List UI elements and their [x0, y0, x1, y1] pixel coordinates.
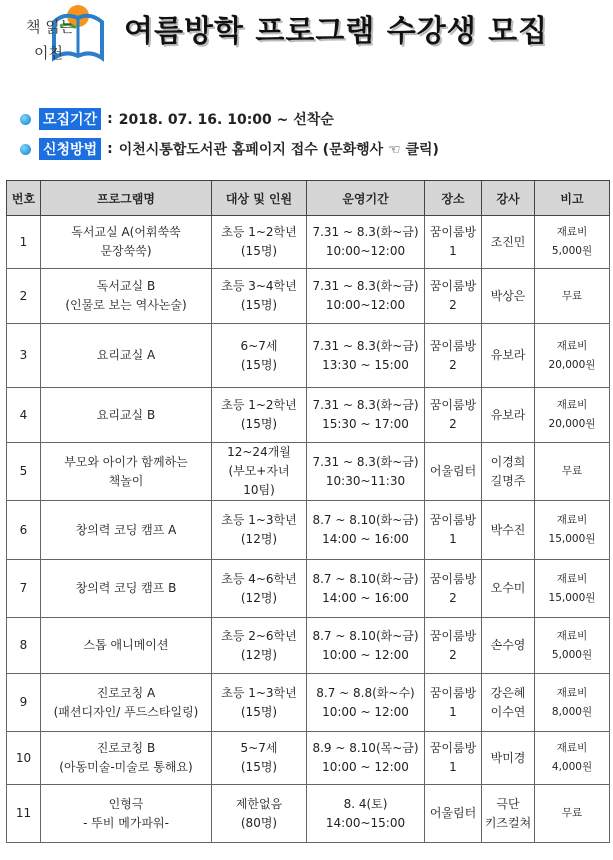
cell-target-line: 제한없음	[235, 796, 283, 811]
library-logo	[20, 2, 112, 68]
cell-period-line: 10:00 ~ 12:00	[322, 760, 409, 774]
cell-place-line: 1	[449, 704, 457, 719]
cell-place-line: 2	[449, 417, 457, 431]
cell-period	[307, 560, 425, 618]
cell-target	[212, 216, 307, 269]
cell-teacher-line: 오수미	[490, 581, 526, 595]
cell-target	[212, 324, 307, 388]
cell-program-name-line: - 뚜비 메가파워-	[83, 815, 169, 830]
column-header-teacher: 강사	[482, 181, 535, 216]
cell-program-name	[41, 732, 212, 785]
cell-period-line: 14:00 ~ 16:00	[322, 590, 409, 605]
cell-period-line: 8.7 ~ 8.10(화~금)	[312, 571, 419, 586]
cell-program-name	[41, 560, 212, 618]
cell-target	[212, 443, 307, 501]
cell-teacher-line: 이경희	[490, 454, 526, 469]
page-title: 여름방학 프로그램 수강생 모집	[124, 14, 549, 49]
cell-period-line: 10:00 ~ 12:00	[322, 704, 409, 719]
cell-period-line: 8.7 ~ 8.10(화~금)	[312, 513, 419, 527]
column-header-note: 비고	[535, 181, 610, 216]
book-logo-icon	[20, 2, 112, 68]
table-row	[7, 618, 610, 674]
cell-place	[425, 732, 482, 785]
cell-target	[212, 388, 307, 443]
cell-target-line: (12명)	[240, 647, 278, 662]
cell-place-line: 1	[449, 244, 457, 258]
cell-no-line: 10	[15, 750, 32, 765]
cell-program-name	[41, 443, 212, 501]
column-header-target: 대상 및 인원	[212, 181, 307, 216]
cell-program-name-line: (인물로 보는 역사논술)	[65, 298, 187, 312]
cell-note	[535, 560, 610, 618]
cell-place-line: 꿈이룸방	[429, 513, 477, 527]
cell-teacher-line: 손수영	[490, 638, 526, 652]
cell-note-line: 재료비	[556, 572, 588, 585]
cell-note-line: 재료비	[556, 686, 588, 699]
cell-no	[7, 560, 41, 618]
cell-teacher	[482, 560, 535, 618]
table-row	[7, 216, 610, 269]
cell-note-line: 재료비	[556, 514, 588, 526]
cell-program-name-line: 요리교실 A	[96, 348, 156, 362]
cell-period	[307, 443, 425, 501]
cell-target-line: 12~24개월	[227, 445, 291, 459]
cell-target-line: (15명)	[240, 704, 278, 719]
cell-program-name-line: 요리교실 B	[96, 407, 156, 422]
cell-period-line: 8.9 ~ 8.10(목~금)	[312, 741, 419, 755]
cell-no	[7, 785, 41, 843]
cell-target	[212, 732, 307, 785]
cell-place-line: 1	[449, 760, 457, 774]
cell-no-line: 2	[19, 288, 28, 303]
cell-teacher-line: 조진민	[490, 234, 526, 249]
cell-teacher-line: 극단	[496, 796, 520, 811]
cell-no	[7, 443, 41, 501]
cell-program-name-line: 문장쑥쑥)	[100, 244, 152, 258]
cell-target	[212, 501, 307, 560]
cell-target-line: 초등 1~3학년	[221, 685, 297, 700]
cell-program-name	[41, 269, 212, 324]
cell-period-line: 8.7 ~ 8.10(화~금)	[312, 628, 419, 643]
cell-note-line: 재료비	[556, 742, 588, 754]
cell-program-name-line: 독서교실 B	[96, 279, 156, 293]
cell-target	[212, 674, 307, 732]
cell-place-line: 꿈이룸방	[429, 225, 477, 239]
colon-separator: :	[107, 141, 113, 157]
cell-teacher	[482, 785, 535, 843]
cell-note	[535, 618, 610, 674]
cell-period	[307, 216, 425, 269]
cell-program-name-line: 창의력 코딩 캠프 B	[75, 581, 177, 595]
cell-no-line: 11	[15, 806, 32, 820]
cell-target	[212, 618, 307, 674]
cell-teacher	[482, 501, 535, 560]
cell-note-line: 재료비	[556, 339, 588, 352]
cell-target	[212, 560, 307, 618]
cell-period	[307, 269, 425, 324]
cell-place	[425, 674, 482, 732]
cell-target-line: (부모+자녀	[228, 464, 290, 478]
cell-target-line: (15명)	[240, 760, 278, 774]
cell-place-line: 2	[449, 590, 457, 605]
program-table	[6, 180, 610, 843]
cell-teacher	[482, 269, 535, 324]
cell-teacher-line: 강은혜	[490, 685, 526, 700]
cell-period	[307, 785, 425, 843]
cell-period	[307, 388, 425, 443]
cell-target-line: 5~7세	[240, 741, 278, 755]
cell-teacher	[482, 324, 535, 388]
column-header-place: 장소	[425, 181, 482, 216]
cell-period-line: 14:00~15:00	[325, 815, 406, 830]
cell-teacher-line: 이수연	[490, 704, 526, 719]
cell-note-line: 재료비	[556, 226, 588, 238]
cell-teacher-line: 길명주	[490, 473, 526, 488]
cell-period-line: 10:00~12:00	[325, 244, 406, 258]
cell-program-name	[41, 216, 212, 269]
cell-program-name	[41, 785, 212, 843]
table-header-row	[7, 181, 610, 216]
cell-teacher-line: 유보라	[490, 407, 526, 422]
table-row	[7, 269, 610, 324]
cell-place	[425, 618, 482, 674]
cell-period	[307, 732, 425, 785]
cell-no-line: 8	[19, 638, 28, 652]
cell-teacher	[482, 388, 535, 443]
cell-program-name-line: (패션디자인/ 푸드스타일링)	[53, 704, 199, 719]
cell-program-name	[41, 324, 212, 388]
table-row	[7, 785, 610, 843]
cell-program-name-line: 책놀이	[108, 473, 144, 488]
cell-note-line: 4,000원	[551, 761, 593, 773]
apply-method-row	[20, 138, 439, 160]
cell-period	[307, 618, 425, 674]
cell-place-line: 2	[449, 647, 457, 662]
cell-teacher-line: 박상은	[490, 288, 526, 303]
cell-period-line: 7.31 ~ 8.3(화~금)	[312, 454, 419, 469]
cell-no	[7, 501, 41, 560]
cell-target-line: 10팀)	[243, 483, 275, 497]
cell-period	[307, 501, 425, 560]
cell-no-line: 6	[19, 522, 28, 537]
cell-teacher	[482, 618, 535, 674]
cell-place-line: 1	[449, 532, 457, 546]
table-row	[7, 674, 610, 732]
svg-text:책 읽는: 책 읽는	[26, 18, 75, 36]
cell-program-name	[41, 618, 212, 674]
cell-target-line: (80명)	[240, 815, 278, 830]
cell-period	[307, 674, 425, 732]
cell-note	[535, 324, 610, 388]
cell-program-name	[41, 501, 212, 560]
cell-target-line: (12명)	[240, 590, 278, 605]
cell-place	[425, 269, 482, 324]
cell-no	[7, 216, 41, 269]
bullet-icon	[20, 114, 31, 125]
colon-separator: :	[107, 111, 113, 127]
cell-note	[535, 501, 610, 560]
cell-target	[212, 785, 307, 843]
table-body	[7, 216, 610, 843]
cell-target-line: (15명)	[240, 298, 278, 312]
cell-target-line: 초등 1~2학년	[221, 398, 297, 412]
cell-no	[7, 732, 41, 785]
cell-place-line: 2	[449, 357, 457, 372]
cell-place-line: 2	[449, 298, 457, 312]
cell-place	[425, 324, 482, 388]
cell-note	[535, 216, 610, 269]
cell-note-line: 15,000원	[548, 533, 596, 545]
cell-target-line: 6~7세	[240, 338, 278, 353]
cell-teacher	[482, 674, 535, 732]
cell-period-line: 8.7 ~ 8.8(화~수)	[316, 685, 415, 700]
recruit-period-value: 2018. 07. 16. 10:00 ~ 선착순	[118, 112, 334, 128]
apply-method-label: 신청방법	[39, 138, 101, 160]
cell-teacher-line: 키즈컬쳐	[484, 815, 532, 830]
column-header-period: 운영기간	[307, 181, 425, 216]
cell-place-line: 꿈이룸방	[429, 741, 477, 755]
recruit-period-label: 모집기간	[39, 108, 101, 130]
cell-place	[425, 560, 482, 618]
cell-period-line: 15:30 ~ 17:00	[322, 417, 409, 431]
cell-no-line: 4	[19, 407, 28, 422]
cell-target-line: 초등 2~6학년	[221, 628, 297, 643]
cell-program-name-line: 스톱 애니메이션	[83, 638, 169, 652]
cell-program-name	[41, 674, 212, 732]
cell-program-name-line: 진로코칭 B	[96, 741, 156, 755]
cell-no	[7, 324, 41, 388]
table-row	[7, 560, 610, 618]
cell-note-line: 무료	[561, 807, 583, 819]
cell-no-line: 3	[19, 348, 28, 362]
cell-note-line: 15,000원	[548, 591, 596, 604]
cell-period	[307, 324, 425, 388]
cell-no	[7, 388, 41, 443]
cell-place	[425, 443, 482, 501]
cell-period-line: 13:30 ~ 15:00	[322, 357, 409, 372]
cell-program-name-line: (아동미술-미술로 통해요)	[59, 760, 193, 774]
cell-target	[212, 269, 307, 324]
cell-period-line: 7.31 ~ 8.3(화~금)	[312, 279, 419, 293]
cell-place-line: 어울림터	[429, 464, 477, 478]
cell-teacher-line: 박수진	[490, 522, 526, 537]
table-row	[7, 324, 610, 388]
cell-program-name-line: 인형극	[108, 796, 144, 811]
cell-place	[425, 785, 482, 843]
cell-no	[7, 618, 41, 674]
cell-teacher-line: 박미경	[490, 750, 526, 765]
cell-no	[7, 269, 41, 324]
cell-program-name-line: 독서교실 A(어휘쑥쑥	[71, 225, 181, 239]
cell-period-line: 7.31 ~ 8.3(화~금)	[312, 225, 419, 239]
cell-program-name	[41, 388, 212, 443]
cell-note-line: 20,000원	[548, 418, 596, 430]
cell-program-name-line: 진로코칭 A	[96, 685, 156, 700]
cell-note	[535, 269, 610, 324]
cell-note-line: 재료비	[556, 399, 588, 411]
cell-place-line: 꿈이룸방	[429, 571, 477, 586]
cell-no-line: 5	[19, 464, 28, 478]
cell-place	[425, 501, 482, 560]
cell-program-name-line: 창의력 코딩 캠프 A	[75, 522, 177, 537]
cell-place-line: 꿈이룸방	[429, 279, 477, 293]
cell-note-line: 5,000원	[551, 648, 593, 661]
cell-target-line: (15명)	[240, 357, 278, 372]
cell-note-line: 무료	[561, 289, 583, 302]
cell-note	[535, 674, 610, 732]
cell-no-line: 9	[19, 695, 28, 709]
table-row	[7, 732, 610, 785]
cell-note	[535, 785, 610, 843]
cell-note-line: 20,000원	[548, 358, 596, 371]
cell-program-name-line: 부모와 아이가 함께하는	[64, 454, 188, 469]
cell-target-line: 초등 4~6학년	[221, 571, 297, 586]
cell-target-line: 초등 1~3학년	[221, 513, 297, 527]
cell-note	[535, 443, 610, 501]
cell-period-line: 7.31 ~ 8.3(화~금)	[312, 338, 419, 353]
cell-place-line: 꿈이룸방	[429, 338, 477, 353]
cell-note-line: 5,000원	[551, 245, 593, 257]
cell-period-line: 10:00 ~ 12:00	[322, 647, 409, 662]
bullet-icon	[20, 144, 31, 155]
cell-place	[425, 216, 482, 269]
cell-note-line: 무료	[561, 465, 583, 477]
table-row	[7, 388, 610, 443]
table-row	[7, 501, 610, 560]
cell-period-line: 10:30~11:30	[325, 473, 406, 488]
column-header-program: 프로그램명	[41, 181, 212, 216]
cell-teacher	[482, 443, 535, 501]
cell-target-line: (15명)	[240, 417, 278, 431]
cell-period-line: 14:00 ~ 16:00	[322, 532, 409, 546]
column-header-no: 번호	[7, 181, 41, 216]
cell-place-line: 꿈이룸방	[429, 685, 477, 700]
cell-note	[535, 732, 610, 785]
page-header	[0, 0, 613, 158]
cell-teacher	[482, 732, 535, 785]
cell-no-line: 1	[19, 234, 28, 249]
cell-target-line: 초등 1~2학년	[221, 225, 297, 239]
cell-target-line: (12명)	[240, 532, 278, 546]
table-row	[7, 443, 610, 501]
cell-no-line: 7	[19, 581, 28, 595]
cell-place-line: 꿈이룸방	[429, 398, 477, 412]
apply-method-value: 이천시통합도서관 홈페이지 접수 (문화행사 ☜ 클릭)	[118, 142, 439, 158]
cell-place	[425, 388, 482, 443]
cell-target-line: 초등 3~4학년	[221, 279, 297, 293]
cell-period-line: 7.31 ~ 8.3(화~금)	[312, 398, 419, 412]
cell-place-line: 어울림터	[429, 806, 477, 820]
cell-period-line: 8. 4(토)	[343, 796, 388, 811]
cell-note	[535, 388, 610, 443]
svg-text:이천: 이천	[34, 44, 63, 62]
cell-place-line: 꿈이룸방	[429, 628, 477, 643]
recruit-period-row	[20, 108, 334, 130]
cell-teacher-line: 유보라	[490, 348, 526, 362]
cell-no	[7, 674, 41, 732]
cell-note-line: 재료비	[556, 629, 588, 642]
cell-note-line: 8,000원	[551, 705, 593, 718]
cell-target-line: (15명)	[240, 244, 278, 258]
cell-teacher	[482, 216, 535, 269]
cell-period-line: 10:00~12:00	[325, 298, 406, 312]
